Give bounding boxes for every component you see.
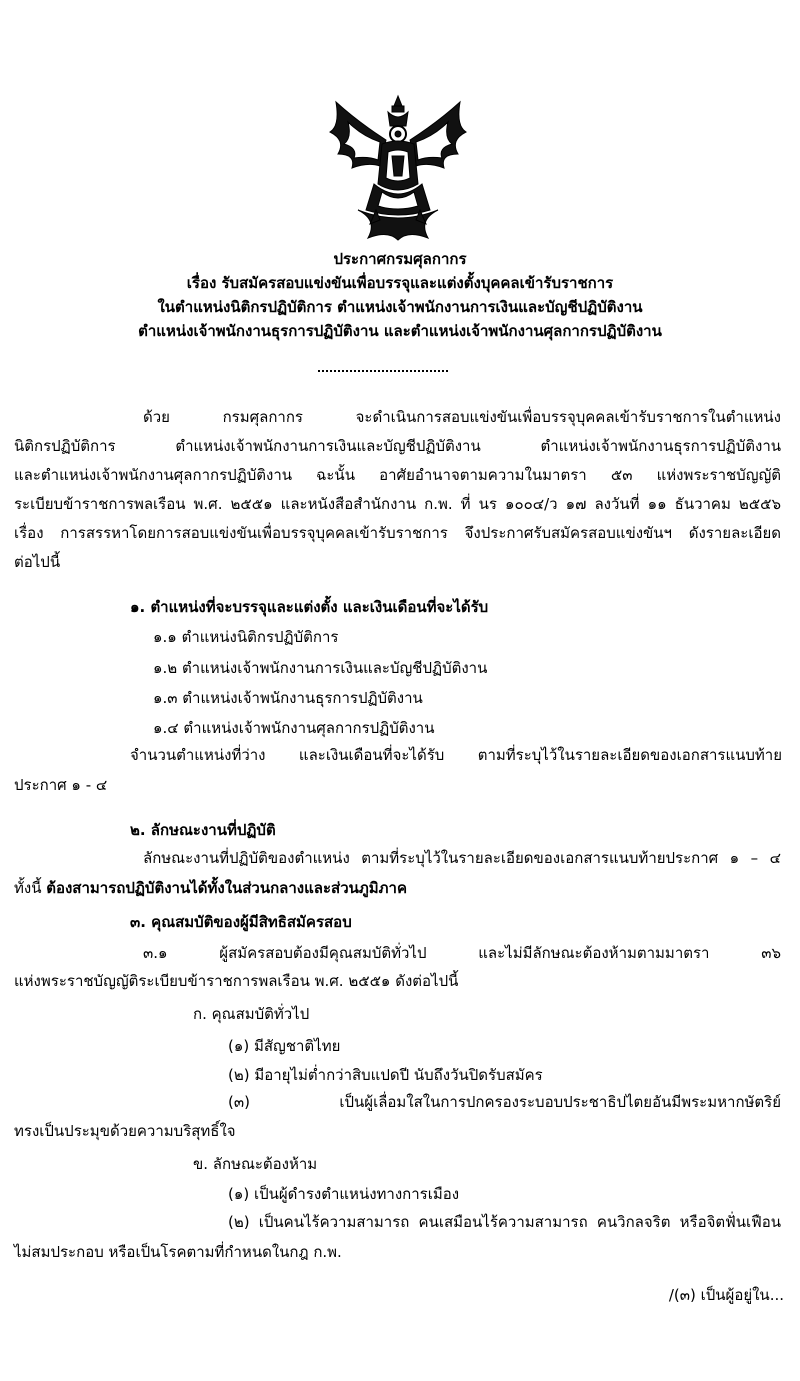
- section1-item: ๑.๑ ตำแหน่งนิติกรปฏิบัติการ: [153, 628, 339, 646]
- general-item-line2: ทรงเป็นประมุขด้วยความบริสุทธิ์ใจ: [14, 1122, 236, 1140]
- section1-item: ๑.๒ ตำแหน่งเจ้าพนักงานการเงินและบัญชีปฏิบัติงาน: [153, 659, 488, 677]
- section2-text-line2: ทั้งนี้ ต้องสามารถปฏิบัติงานได้ทั้งในส่วนกลางและส่วนภูมิภาค: [14, 879, 407, 897]
- general-item: (๒) มีอายุไม่ต่ำกว่าสิบแปดปี นับถึงวันปิดรับสมัคร: [228, 1066, 543, 1084]
- section2-heading: ๒. ลักษณะงานที่ปฏิบัติ: [130, 821, 276, 839]
- general-item: (๓) เป็นผู้เลื่อมใสในการปกครองระบอบประชาธิปไตยอันมีพระมหากษัตริย์: [228, 1093, 781, 1111]
- section1-heading: ๑. ตำแหน่งที่จะบรรจุและแต่งตั้ง และเงินเดือนที่จะได้รับ: [130, 598, 489, 616]
- document-subject-line3: ตำแหน่งเจ้าพนักงานธุรการปฏิบัติงาน และตำแหน่งเจ้าพนักงานศุลกากรปฏิบัติงาน: [138, 322, 662, 340]
- section3-p31: ๓.๑ ผู้สมัครสอบต้องมีคุณสมบัติทั่วไป และไม่มีลักษณะต้องห้ามตามมาตรา ๓๖: [143, 944, 781, 962]
- section1-note-line2: ประกาศ ๑ - ๔: [14, 776, 108, 794]
- section2-emphasis: ต้องสามารถปฏิบัติงานได้ทั้งในส่วนกลางและส่วนภูมิภาค: [46, 879, 407, 897]
- section3-p31-line2: แห่งพระราชบัญญัติระเบียบข้าราชการพลเรือน พ.ศ. ๒๕๕๑ ดังต่อไปนี้: [14, 972, 459, 990]
- general-item: (๑) มีสัญชาติไทย: [228, 1037, 341, 1055]
- garuda-emblem: [318, 92, 478, 242]
- intro-line: ด้วย กรมศุลกากร จะดำเนินการสอบแข่งขันเพื่อบรรจุบุคคลเข้ารับราชการในตำแหน่ง: [143, 408, 781, 426]
- intro-line: และตำแหน่งเจ้าพนักงานศุลกากรปฏิบัติงาน ฉะนั้น อาศัยอำนาจตามความในมาตรา ๕๓ แห่งพระราชบัญญัติ: [14, 466, 781, 484]
- section2-text: ลักษณะงานที่ปฏิบัติของตำแหน่ง ตามที่ระบุไว้ในรายละเอียดของเอกสารแนบท้ายประกาศ ๑ – ๔: [143, 849, 781, 867]
- section1-item: ๑.๔ ตำแหน่งเจ้าพนักงานศุลกากรปฏิบัติงาน: [153, 719, 435, 737]
- general-heading: ก. คุณสมบัติทั่วไป: [193, 1005, 310, 1023]
- intro-line: เรื่อง การสรรหาโดยการสอบแข่งขันเพื่อบรรจุบุคคลเข้ารับราชการ จึงประกาศรับสมัครสอบแข่งขันฯ ดังรายละเอียด: [14, 524, 781, 542]
- intro-line: ต่อไปนี้: [14, 553, 61, 571]
- prohibited-item: (๒) เป็นคนไร้ความสามารถ คนเสมือนไร้ความสามารถ คนวิกลจริต หรือจิตฟั่นเฟือน: [228, 1213, 781, 1231]
- prohibited-item-line2: ไม่สมประกอบ หรือเป็นโรคตามที่กำหนดในกฎ ก.พ.: [14, 1243, 342, 1261]
- section3-heading: ๓. คุณสมบัติของผู้มีสิทธิสมัครสอบ: [130, 913, 352, 931]
- prohibited-heading: ข. ลักษณะต้องห้าม: [193, 1155, 318, 1173]
- page-continuation: /(๓) เป็นผู้อยู่ใน...: [668, 1286, 784, 1304]
- section1-note: จำนวนตำแหน่งที่ว่าง และเงินเดือนที่จะได้รับ ตามที่ระบุไว้ในรายละเอียดของเอกสารแนบท้าย: [130, 746, 782, 764]
- document-subject-line2: ในตำแหน่งนิติกรปฏิบัติการ ตำแหน่งเจ้าพนักงานการเงินและบัญชีปฏิบัติงาน: [157, 298, 643, 316]
- document-title: ประกาศกรมศุลกากร: [333, 250, 467, 268]
- intro-line: นิติกรปฏิบัติการ ตำแหน่งเจ้าพนักงานการเงินและบัญชีปฏิบัติงาน ตำแหน่งเจ้าพนักงานธุรการปฏิบัติงาน: [14, 437, 781, 455]
- prohibited-item: (๑) เป็นผู้ดำรงตำแหน่งทางการเมือง: [228, 1185, 460, 1203]
- section1-item: ๑.๓ ตำแหน่งเจ้าพนักงานธุรการปฏิบัติงาน: [153, 689, 423, 707]
- title-separator: [318, 370, 448, 372]
- intro-line: ระเบียบข้าราชการพลเรือน พ.ศ. ๒๕๕๑ และหนังสือสำนักงาน ก.พ. ที่ นร ๑๐๐๔/ว ๑๗ ลงวันที่ ๑๑ ธันวาคม ๒๕๕๖: [14, 495, 781, 513]
- document-subject: เรื่อง รับสมัครสอบแข่งขันเพื่อบรรจุและแต่งตั้งบุคคลเข้ารับราชการ: [186, 274, 614, 292]
